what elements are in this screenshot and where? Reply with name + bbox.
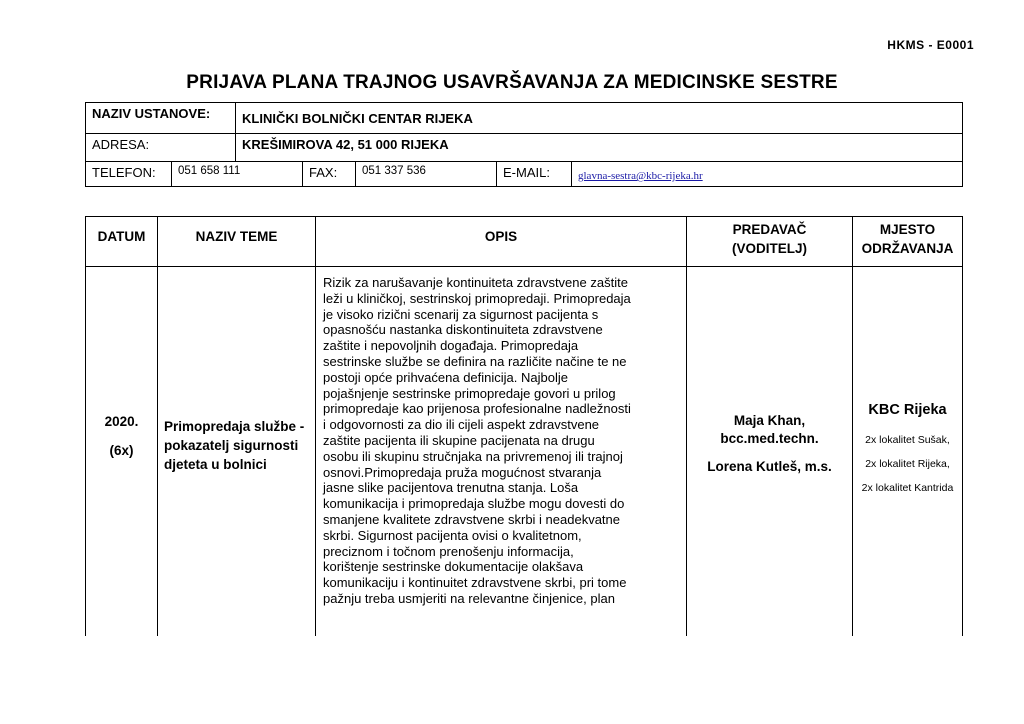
fax-value: 051 337 536	[356, 162, 497, 187]
datum-year: 2020.	[104, 414, 139, 429]
naziv-cell	[158, 267, 316, 636]
header-mjesto	[853, 217, 962, 258]
email-link[interactable]: glavna-sestra@kbc-rijeka.hr	[578, 170, 703, 182]
description-line: sestrinske službe se definira na različite načine te ne	[323, 353, 627, 369]
description-line: primopredaje kao prijenosa profesionalne nadležnosti	[323, 401, 631, 417]
phone-label: TELEFON:	[86, 162, 172, 187]
header-opis-cell	[316, 217, 687, 266]
institution-name-value: KLINIČKI BOLNIČKI CENTAR RIJEKA	[242, 111, 473, 126]
description-line: smanjene kvalitete zdravstvene skrbi i neadekvatne	[323, 511, 620, 527]
fax-label: FAX:	[303, 162, 356, 187]
datum-value	[86, 407, 157, 465]
phone-value: 051 658 111	[172, 162, 303, 187]
datum-count: (6x)	[109, 443, 134, 458]
opis-cell	[316, 267, 687, 636]
lecturer-1-name: Maja Khan,	[733, 413, 806, 428]
description-line: zaštite i nepovoljnih događaja. Primopredaja	[323, 338, 579, 354]
institution-address-label: ADRESA:	[86, 134, 236, 161]
description-line: opasnošću nastanka diskontinuiteta zdravstvene	[323, 322, 603, 338]
institution-address-row	[86, 134, 962, 162]
description-line: pojašnjenje sestrinske primopredaje govori u prilog	[323, 385, 616, 401]
description-line: Rizik za narušavanje kontinuiteta zdravstvene zaštite	[323, 275, 628, 290]
description-line: korištenje sestrinske dokumentacije olakšava	[323, 559, 584, 575]
venue-location: 2x lokalitet Rijeka,	[865, 458, 950, 470]
email-value-cell	[572, 162, 962, 187]
description-line: jasne slike pacijentova trenutna stanja. Loša	[323, 480, 579, 496]
lecturer-1-title: bcc.med.techn.	[720, 431, 819, 446]
lecturers	[687, 412, 852, 476]
description-line: pažnju treba usmjeriti na relevantne činjenice, plan	[323, 590, 615, 606]
header-mjesto-cell	[853, 217, 962, 266]
header-mjesto-line1: MJESTO	[879, 222, 936, 237]
venue	[853, 402, 962, 500]
datum-cell	[86, 267, 158, 636]
description-line: komunikaciju i kontinuitet zdravstvene skrbi, pri tome	[323, 575, 627, 591]
venue-title: KBC Rijeka	[868, 402, 947, 418]
description-line: osobu ili skupinu stručnjaka na privremenoj ili trajnoj	[323, 448, 623, 464]
description-line: skrbi. Sigurnost pacijenta ovisi o kvalitetnom,	[323, 527, 582, 543]
document-title: PRIJAVA PLANA TRAJNOG USAVRŠAVANJA ZA MEDICINSKE SESTRE	[186, 72, 838, 93]
description-line: leži u kliničkoj, sestrinskoj primopredaji. Primopredaja	[323, 290, 631, 306]
header-naziv-teme: NAZIV TEME	[195, 229, 278, 244]
header-naziv-cell	[158, 217, 316, 266]
institution-info-table	[85, 102, 963, 187]
header-predavac-line1: PREDAVAČ	[732, 222, 807, 237]
description-line: je visoko rizični scenarij za sigurnost pacijenta s	[323, 306, 599, 322]
institution-name-row	[86, 103, 962, 134]
institution-name-label: NAZIV USTANOVE:	[86, 103, 236, 133]
institution-address-value: KREŠIMIROVA 42, 51 000 RIJEKA	[242, 137, 449, 152]
venue-location: 2x lokalitet Kantrida	[861, 482, 954, 494]
header-predavac-cell	[687, 217, 853, 266]
header-predavac	[687, 217, 852, 258]
topic-description	[323, 275, 680, 607]
header-datum-cell	[86, 217, 158, 266]
lecturer-2-name: Lorena Kutleš, m.s.	[707, 459, 832, 474]
header-mjesto-line2: ODRŽAVANJA	[861, 241, 954, 256]
table-header-row	[86, 217, 962, 267]
description-line: osnovi.Primopredaja pruža mogućnost stvaranja	[323, 464, 602, 480]
mjesto-cell	[853, 267, 962, 636]
institution-contact-row	[86, 162, 962, 187]
description-line: zaštite pacijenta ili skupine pacijenata na drugu	[323, 432, 595, 448]
header-datum: DATUM	[97, 229, 146, 244]
description-line: preciznom i točnom prenošenju informacija,	[323, 543, 574, 559]
description-line: postoji opće prihvaćena definicija. Najbolje	[323, 369, 568, 385]
predavac-cell	[687, 267, 853, 636]
education-plan-table	[85, 216, 963, 636]
table-row	[86, 267, 962, 636]
email-label: E-MAIL:	[497, 162, 572, 187]
venue-location: 2x lokalitet Sušak,	[865, 434, 950, 446]
description-line: i odgovornosti za dio ili cijeli aspekt zdravstvene	[323, 417, 600, 433]
description-line: komunikacija i primopredaja službe mogu dovesti do	[323, 496, 625, 512]
document-code: HKMS - E0001	[887, 38, 974, 52]
header-predavac-line2: (VODITELJ)	[731, 241, 807, 256]
topic-title: Primopredaja službe - pokazatelj sigurnosti djeteta u bolnici	[164, 419, 305, 472]
header-opis: OPIS	[484, 229, 518, 244]
